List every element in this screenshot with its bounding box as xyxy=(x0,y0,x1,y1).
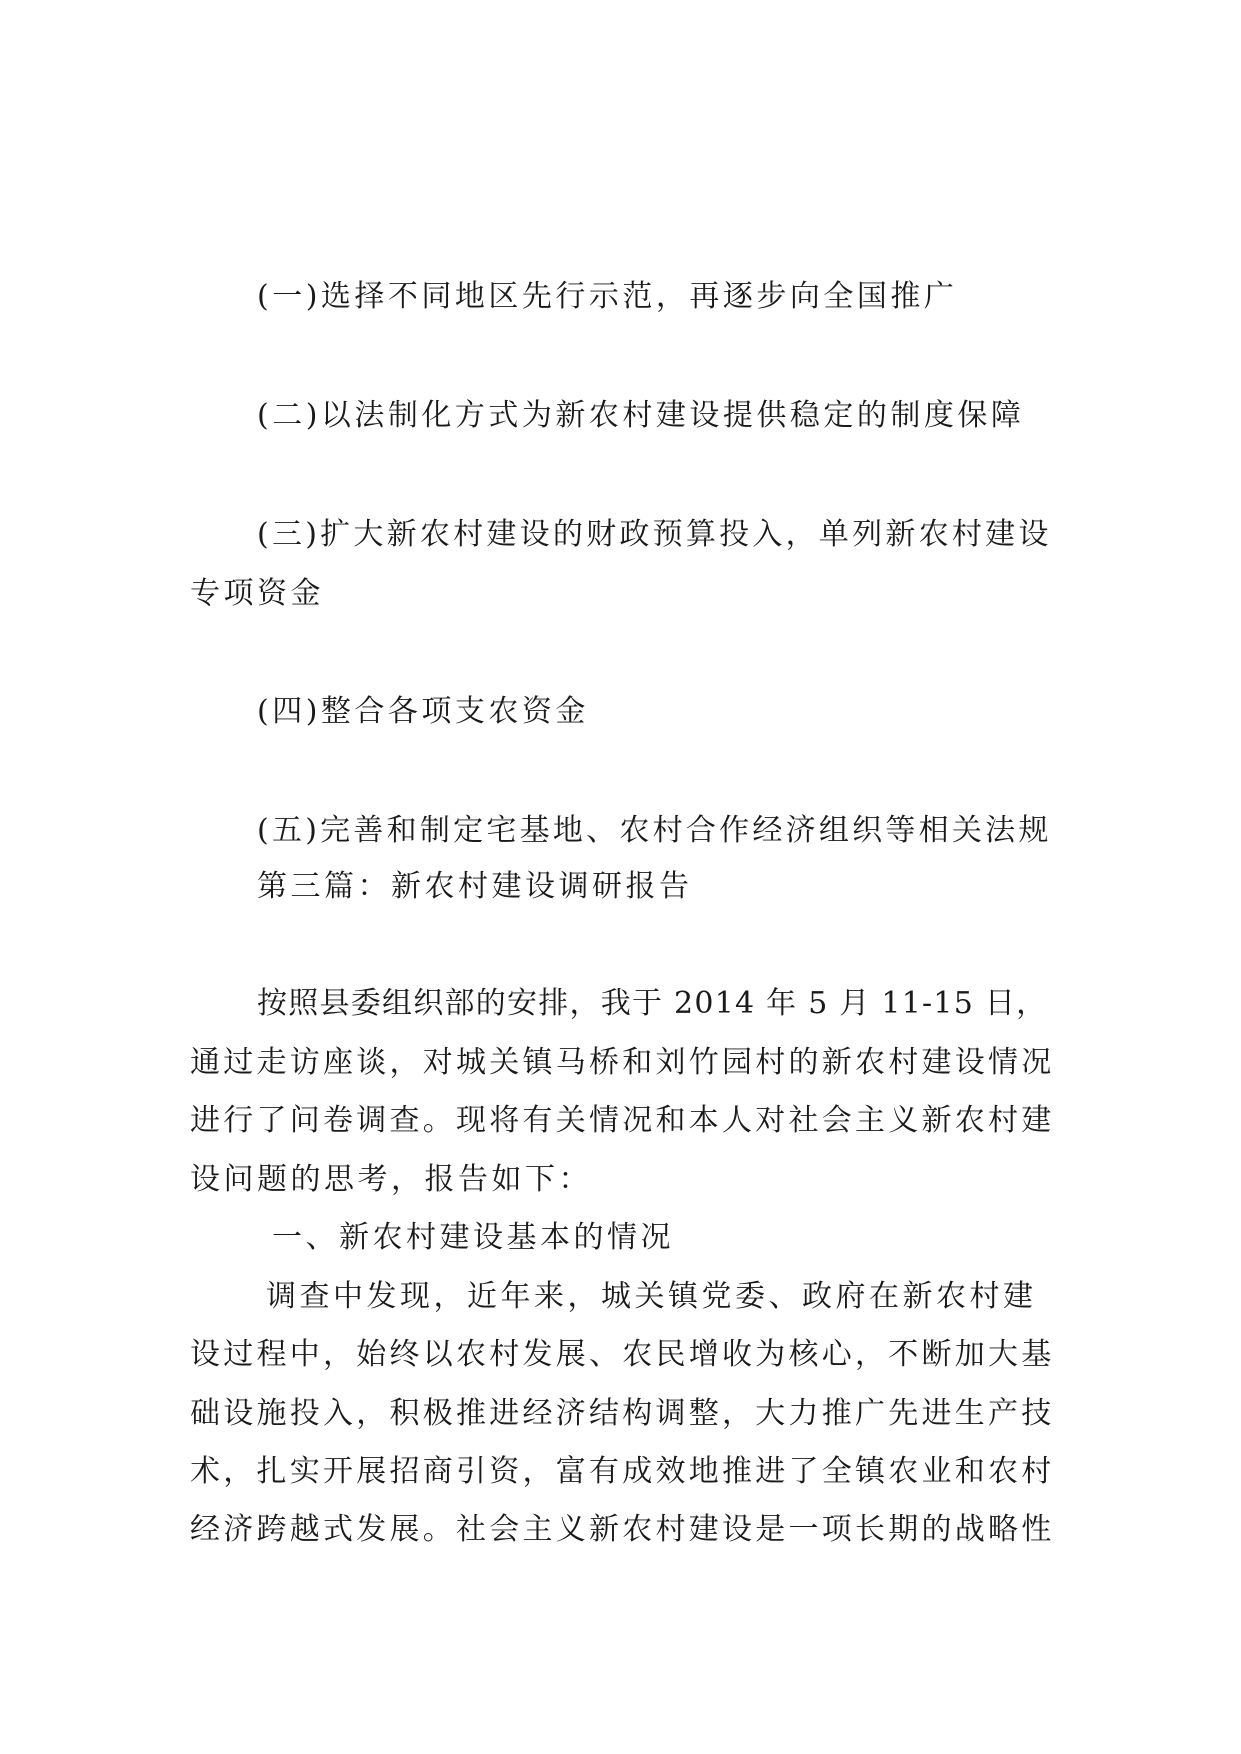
intro-line-2: 通过走访座谈，对城关镇马桥和刘竹园村的新农村建设情况 xyxy=(190,1045,1055,1080)
item-5: (五)完善和制定宅基地、农村合作经济组织等相关法规 xyxy=(257,813,1052,848)
item-3: (三)扩大新农村建设的财政预算投入，单列新农村建设 xyxy=(257,517,1052,552)
body-line-2: 设过程中，始终以农村发展、农民增收为核心，不断加大基 xyxy=(190,1337,1055,1372)
intro-line-1: 按照县委组织部的安排，我于 2014 年 5 月 11-15 日， xyxy=(257,986,1048,1021)
body-line-4: 术，扎实开展招商引资，富有成效地推进了全镇农业和农村 xyxy=(190,1454,1055,1489)
body-line-5: 经济跨越式发展。社会主义新农村建设是一项长期的战略性 xyxy=(190,1512,1055,1547)
body-line-3: 础设施投入，积极推进经济结构调整，大力推广先进生产技 xyxy=(190,1396,1055,1431)
body-line-1: 调查中发现，近年来，城关镇党委、政府在新农村建 xyxy=(266,1279,1037,1314)
item-4: (四)整合各项支农资金 xyxy=(257,694,589,729)
intro-line-4: 设问题的思考，报告如下： xyxy=(190,1162,592,1197)
section-heading: 一、新农村建设基本的情况 xyxy=(272,1220,674,1255)
item-1: (一)选择不同地区先行示范，再逐步向全国推广 xyxy=(257,279,958,314)
article-title: 第三篇：新农村建设调研报告 xyxy=(257,869,693,904)
intro-line-3: 进行了问卷调查。现将有关情况和本人对社会主义新农村建 xyxy=(190,1103,1055,1138)
item-2: (二)以法制化方式为新农村建设提供稳定的制度保障 xyxy=(257,398,1025,433)
item-3-continued: 专项资金 xyxy=(190,576,324,611)
